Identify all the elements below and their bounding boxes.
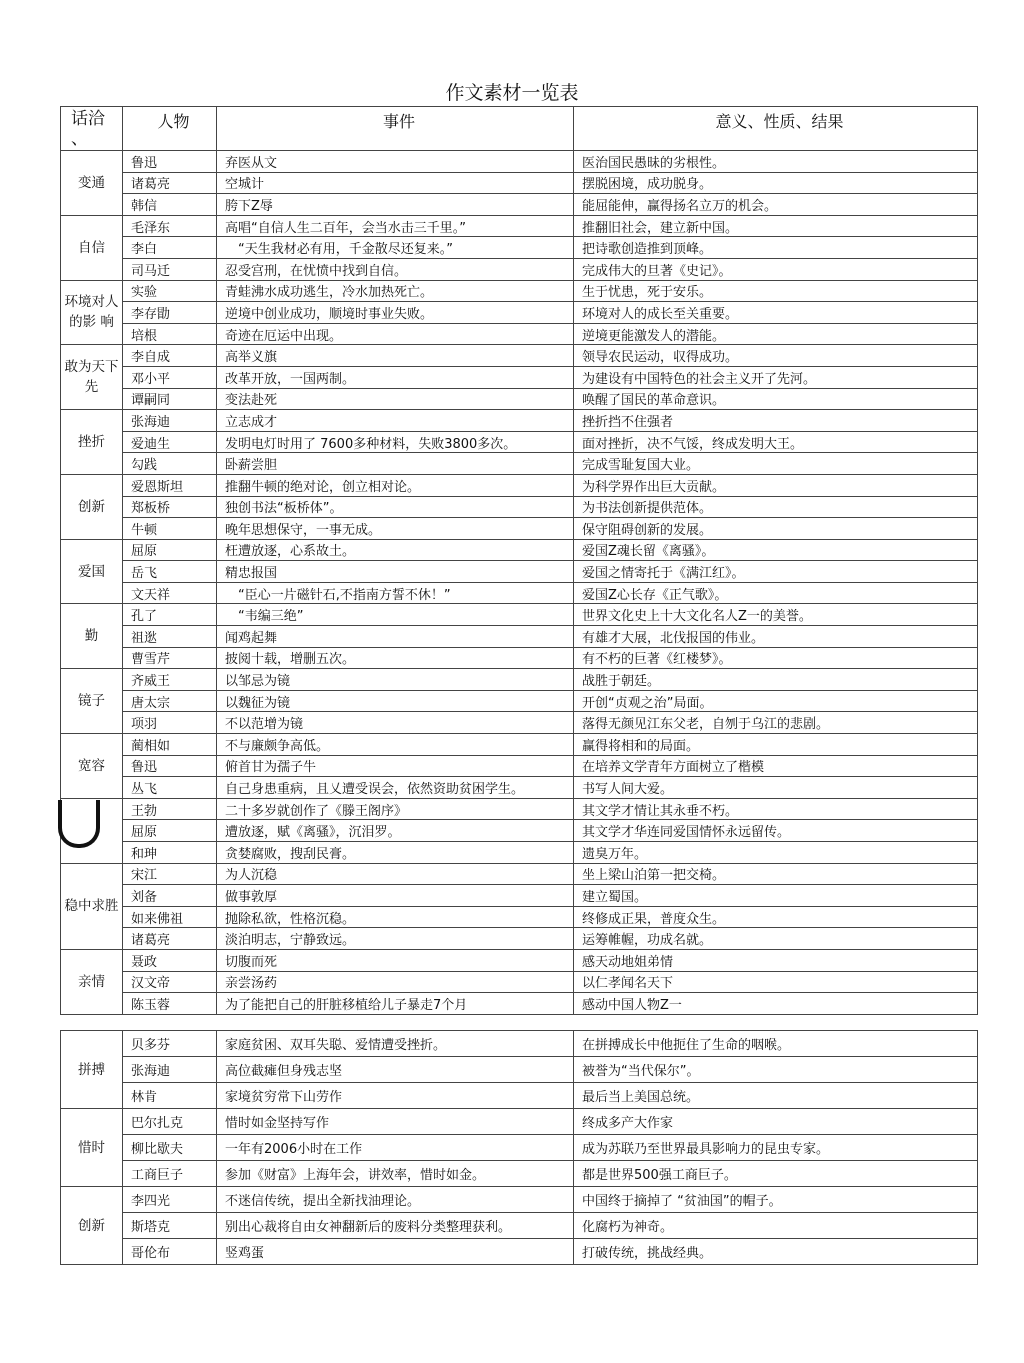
topic-cell: 自信 [61,215,123,280]
topic-cell: 创新 [61,474,123,539]
event-cell: 不迷信传统，提出全新找油理论。 [217,1187,574,1213]
table-row [61,561,978,583]
header-topic: 话洽 、 [61,107,123,151]
table-row [61,690,978,712]
person-cell: 李四光 [123,1187,217,1213]
table-row [61,388,978,410]
person-cell: 屈原 [123,539,217,561]
event-cell: 推翻牛顿的绝对论，创立相对论。 [217,474,574,496]
meaning-cell: 落得无颜见江东父老，自刎于乌江的悲剧。 [574,712,978,734]
topic-cell: 爱国 [61,539,123,604]
event-cell: 忍受宫刑，在忧愤中找到自信。 [217,258,574,280]
table-header-row [61,107,978,151]
meaning-cell: 都是世界500强工商巨子。 [574,1161,978,1187]
person-cell: 蔺相如 [123,734,217,756]
person-cell: 巴尔扎克 [123,1109,217,1135]
event-cell: 为了能把自己的肝脏移植给儿子暴走7个月 [217,993,574,1015]
person-cell: 谭嗣同 [123,388,217,410]
event-cell: 做事敦厚 [217,885,574,907]
table-row [61,1239,978,1265]
table-row [61,582,978,604]
table-row [61,885,978,907]
table-row [61,453,978,475]
meaning-cell: 领导农民运动，収得成功。 [574,345,978,367]
person-cell: 汉文帝 [123,971,217,993]
meaning-cell: 感动中国人物Z一 [574,993,978,1015]
event-cell: 枉遭放逐，心系故土。 [217,539,574,561]
table-row [61,669,978,691]
topic-cell: 勤 [61,604,123,669]
table-row [61,1213,978,1239]
person-cell: 哥伦布 [123,1239,217,1265]
event-cell: 俯首甘为孺子牛 [217,755,574,777]
meaning-cell: 挫折挡不住强者 [574,410,978,432]
topic-cell: 镜子 [61,669,123,734]
person-cell: 刘备 [123,885,217,907]
event-cell: 奇迹在厄运中出现。 [217,323,574,345]
table-row [61,842,978,864]
person-cell: 曹雪芹 [123,647,217,669]
event-cell: 变法赴死 [217,388,574,410]
person-cell: 韩信 [123,194,217,216]
meaning-cell: 完成伟大的旦著《史记》。 [574,258,978,280]
table-row [61,798,978,820]
topic-cell: 创新 [61,1187,123,1265]
event-cell: 参加《财富》上海年会，讲效率，惜时如金。 [217,1161,574,1187]
table-row [61,345,978,367]
person-cell: 李自成 [123,345,217,367]
person-cell: 培根 [123,323,217,345]
event-cell: 惜时如金坚持写作 [217,1109,574,1135]
event-cell: 不与廉颇争高低。 [217,734,574,756]
meaning-cell: 最后当上美国总统。 [574,1083,978,1109]
meaning-cell: 完成雪耻复国大业。 [574,453,978,475]
event-cell: 高举义旗 [217,345,574,367]
table-row [61,237,978,259]
topic-cell: 环境对人的影 响 [61,280,123,345]
person-cell: 柳比歇夫 [123,1135,217,1161]
person-cell: 宋江 [123,863,217,885]
person-cell: 聂政 [123,949,217,971]
table-row [61,647,978,669]
event-cell: 为人沉稳 [217,863,574,885]
meaning-cell: 保守阻碍创新的发展。 [574,518,978,540]
person-cell: 邓小平 [123,366,217,388]
person-cell: 祖逖 [123,626,217,648]
meaning-cell: 建立蜀国。 [574,885,978,907]
meaning-cell: 成为苏联乃至世界最具影响力的昆虫专家。 [574,1135,978,1161]
event-cell: 竖鸡蛋 [217,1239,574,1265]
table-row [61,280,978,302]
event-cell: “臣心一片磁针石,不指南方誓不休！” [217,582,574,604]
person-cell: 斯塔克 [123,1213,217,1239]
table-row [61,777,978,799]
meaning-cell: 在拼搏成长中他扼住了生命的咽喉。 [574,1031,978,1057]
table-row [61,539,978,561]
table-row [61,626,978,648]
table-row [61,366,978,388]
meaning-cell: 为建设有中国特色的社会主义开了先河。 [574,366,978,388]
event-cell: 弃医从文 [217,151,574,173]
table-row [61,820,978,842]
table-row [61,431,978,453]
meaning-cell: 有雄才大展，北伐报国的伟业。 [574,626,978,648]
table-row [61,151,978,173]
event-cell: 一年有2006小时在工作 [217,1135,574,1161]
person-cell: 李存勖 [123,302,217,324]
table-row [61,1187,978,1213]
event-cell: 高唱“自信人生二百年，会当水击三千里。” [217,215,574,237]
table-row [61,712,978,734]
table-row [61,323,978,345]
event-cell: “韦编三绝” [217,604,574,626]
topic-cell: 宽容 [61,734,123,799]
meaning-cell: 摆脱困境，成功脱身。 [574,172,978,194]
person-cell: 项羽 [123,712,217,734]
table-row [61,993,978,1015]
table-row [61,474,978,496]
event-cell: 切腹而死 [217,949,574,971]
table-row [61,734,978,756]
person-cell: 张海迪 [123,410,217,432]
meaning-cell: 为科学界作出巨大贡献。 [574,474,978,496]
topic-cell: 变通 [61,151,123,216]
event-cell: 以邹忌为镜 [217,669,574,691]
event-cell: 别出心裁将自由女神翻新后的废料分类整理获利。 [217,1213,574,1239]
meaning-cell: 爱国Z魂长留《离骚》。 [574,539,978,561]
event-cell: 不以范增为镜 [217,712,574,734]
event-cell: 遭放逐，赋《离骚》，沉泪罗。 [217,820,574,842]
meaning-cell: 终修成正果，普度众生。 [574,906,978,928]
table-row [61,215,978,237]
topic-cell: 惜时 [61,1109,123,1187]
person-cell: 牛顿 [123,518,217,540]
person-cell: 陈玉蓉 [123,993,217,1015]
meaning-cell: 能屈能伸，赢得扬名立万的机会。 [574,194,978,216]
meaning-cell: 以仁孝闻名天下 [574,971,978,993]
event-cell: 卧薪尝胆 [217,453,574,475]
meaning-cell: 开创“贞观之治”局面。 [574,690,978,712]
meaning-cell: 为书法创新提供范体。 [574,496,978,518]
event-cell: 胯下Z辱 [217,194,574,216]
header-person: 人物 [123,107,217,151]
table-row [61,172,978,194]
topic-cell: 挫折 [61,410,123,475]
person-cell: 工商巨子 [123,1161,217,1187]
person-cell: 如来佛祖 [123,906,217,928]
meaning-cell: 爱国之情寄托于《满江红》。 [574,561,978,583]
person-cell: 爱迪生 [123,431,217,453]
handwritten-mark-icon [58,800,100,848]
table-row [61,971,978,993]
person-cell: 和珅 [123,842,217,864]
event-cell: 高位截瘫但身残志坚 [217,1057,574,1083]
person-cell: 林肯 [123,1083,217,1109]
person-cell: 诸葛亮 [123,172,217,194]
header-event: 事件 [217,107,574,151]
event-cell: 独创书法“板桥体”。 [217,496,574,518]
table-row [61,258,978,280]
meaning-cell: 环境对人的成长至关重要。 [574,302,978,324]
table-row [61,949,978,971]
person-cell: 唐太宗 [123,690,217,712]
meaning-cell: 世界文化史上十大文化名人Z一的美誉。 [574,604,978,626]
person-cell: 文天祥 [123,582,217,604]
table-row [61,302,978,324]
table-row [61,1109,978,1135]
table-row [61,863,978,885]
person-cell: 张海迪 [123,1057,217,1083]
event-cell: 淡泊明志，宁静致远。 [217,928,574,950]
topic-cell: 敢为天下 先 [61,345,123,410]
meaning-cell: 中国终于摘掉了 “贫油国”的帽子。 [574,1187,978,1213]
meaning-cell: 坐上梁山泊第一把交椅。 [574,863,978,885]
meaning-cell: 战胜于朝廷。 [574,669,978,691]
table-row [61,604,978,626]
person-cell: 毛泽东 [123,215,217,237]
meaning-cell: 其文学才情让其永垂不朽。 [574,798,978,820]
person-cell: 贝多芬 [123,1031,217,1057]
person-cell: 勾践 [123,453,217,475]
event-cell: 空城计 [217,172,574,194]
event-cell: 家庭贫困、双耳失聪、爱情遭受挫折。 [217,1031,574,1057]
event-cell: 贪婪腐败，搜刮民膏。 [217,842,574,864]
table-row [61,194,978,216]
topic-cell: 亲情 [61,949,123,1014]
meaning-cell: 把诗歌创造推到顶峰。 [574,237,978,259]
table-row [61,1161,978,1187]
material-table [60,106,978,1015]
person-cell: 诸葛亮 [123,928,217,950]
meaning-cell: 书写人间大爱。 [574,777,978,799]
meaning-cell: 唤醒了国民的革命意识。 [574,388,978,410]
meaning-cell: 终成多产大作家 [574,1109,978,1135]
event-cell: 晚年思想保守，一事无成。 [217,518,574,540]
person-cell: 丛飞 [123,777,217,799]
header-meaning: 意义、性质、结果 [574,107,978,151]
person-cell: 王勃 [123,798,217,820]
meaning-cell: 其文学才华连同爱国情怀永远留传。 [574,820,978,842]
meaning-cell: 推翻旧社会，建立新中国。 [574,215,978,237]
event-cell: 改革开放，一国两制。 [217,366,574,388]
table-row [61,518,978,540]
person-cell: 鲁迅 [123,755,217,777]
meaning-cell: 感天动地姐弟情 [574,949,978,971]
table-row [61,496,978,518]
table-row [61,1135,978,1161]
meaning-cell: 爱国Z心长存《正气歌》。 [574,582,978,604]
meaning-cell: 面对挫折，决不气馁，终成发明大王。 [574,431,978,453]
meaning-cell: 医治国民愚昧的劣根性。 [574,151,978,173]
meaning-cell: 赢得将相和的局面。 [574,734,978,756]
person-cell: 爱恩斯坦 [123,474,217,496]
event-cell: 亲尝汤药 [217,971,574,993]
meaning-cell: 生于忧患，死于安乐。 [574,280,978,302]
person-cell: 实验 [123,280,217,302]
meaning-cell: 逆境更能激发人的潜能。 [574,323,978,345]
event-cell: 自己身患重病，且乂遭受误会，依然资助贫困学生。 [217,777,574,799]
event-cell: 披阅十载，增删五次。 [217,647,574,669]
table-row [61,1057,978,1083]
event-cell: “天生我材必有用，千金散尽还复来。” [217,237,574,259]
table-row [61,906,978,928]
event-cell: 发明电灯时用了 7600多种材料，失败3800多次。 [217,431,574,453]
event-cell: 逆境中创业成功，顺境时事业失败。 [217,302,574,324]
table-row [61,410,978,432]
person-cell: 屈原 [123,820,217,842]
page-title: 作文素材一览表 [445,82,579,104]
event-cell: 青蛙沸水成功逃生，冷水加热死亡。 [217,280,574,302]
table-row [61,1031,978,1057]
meaning-cell: 被誉为“当代保尔”。 [574,1057,978,1083]
topic-cell: 稳中求胜 [61,863,123,949]
event-cell: 以魏征为镜 [217,690,574,712]
event-cell: 二十多岁就创作了《滕王阁序》 [217,798,574,820]
person-cell: 齐威王 [123,669,217,691]
meaning-cell: 化腐朽为神奇。 [574,1213,978,1239]
person-cell: 岳飞 [123,561,217,583]
material-table-2 [60,1030,978,1265]
table-row [61,928,978,950]
topic-cell: 拼搏 [61,1031,123,1109]
person-cell: 郑板桥 [123,496,217,518]
meaning-cell: 在培养文学青年方面树立了楷模 [574,755,978,777]
person-cell: 孔了 [123,604,217,626]
meaning-cell: 遗臭万年。 [574,842,978,864]
person-cell: 鲁迅 [123,151,217,173]
meaning-cell: 运筹帷幄，功成名就。 [574,928,978,950]
meaning-cell: 有不朽的巨著《红楼梦》。 [574,647,978,669]
table-row [61,755,978,777]
event-cell: 立志成才 [217,410,574,432]
event-cell: 闻鸡起舞 [217,626,574,648]
table-row [61,1083,978,1109]
person-cell: 李白 [123,237,217,259]
event-cell: 家境贫穷常下山劳作 [217,1083,574,1109]
event-cell: 精忠报国 [217,561,574,583]
event-cell: 抛除私欲，性格沉稳。 [217,906,574,928]
person-cell: 司马迁 [123,258,217,280]
meaning-cell: 打破传统，挑战经典。 [574,1239,978,1265]
